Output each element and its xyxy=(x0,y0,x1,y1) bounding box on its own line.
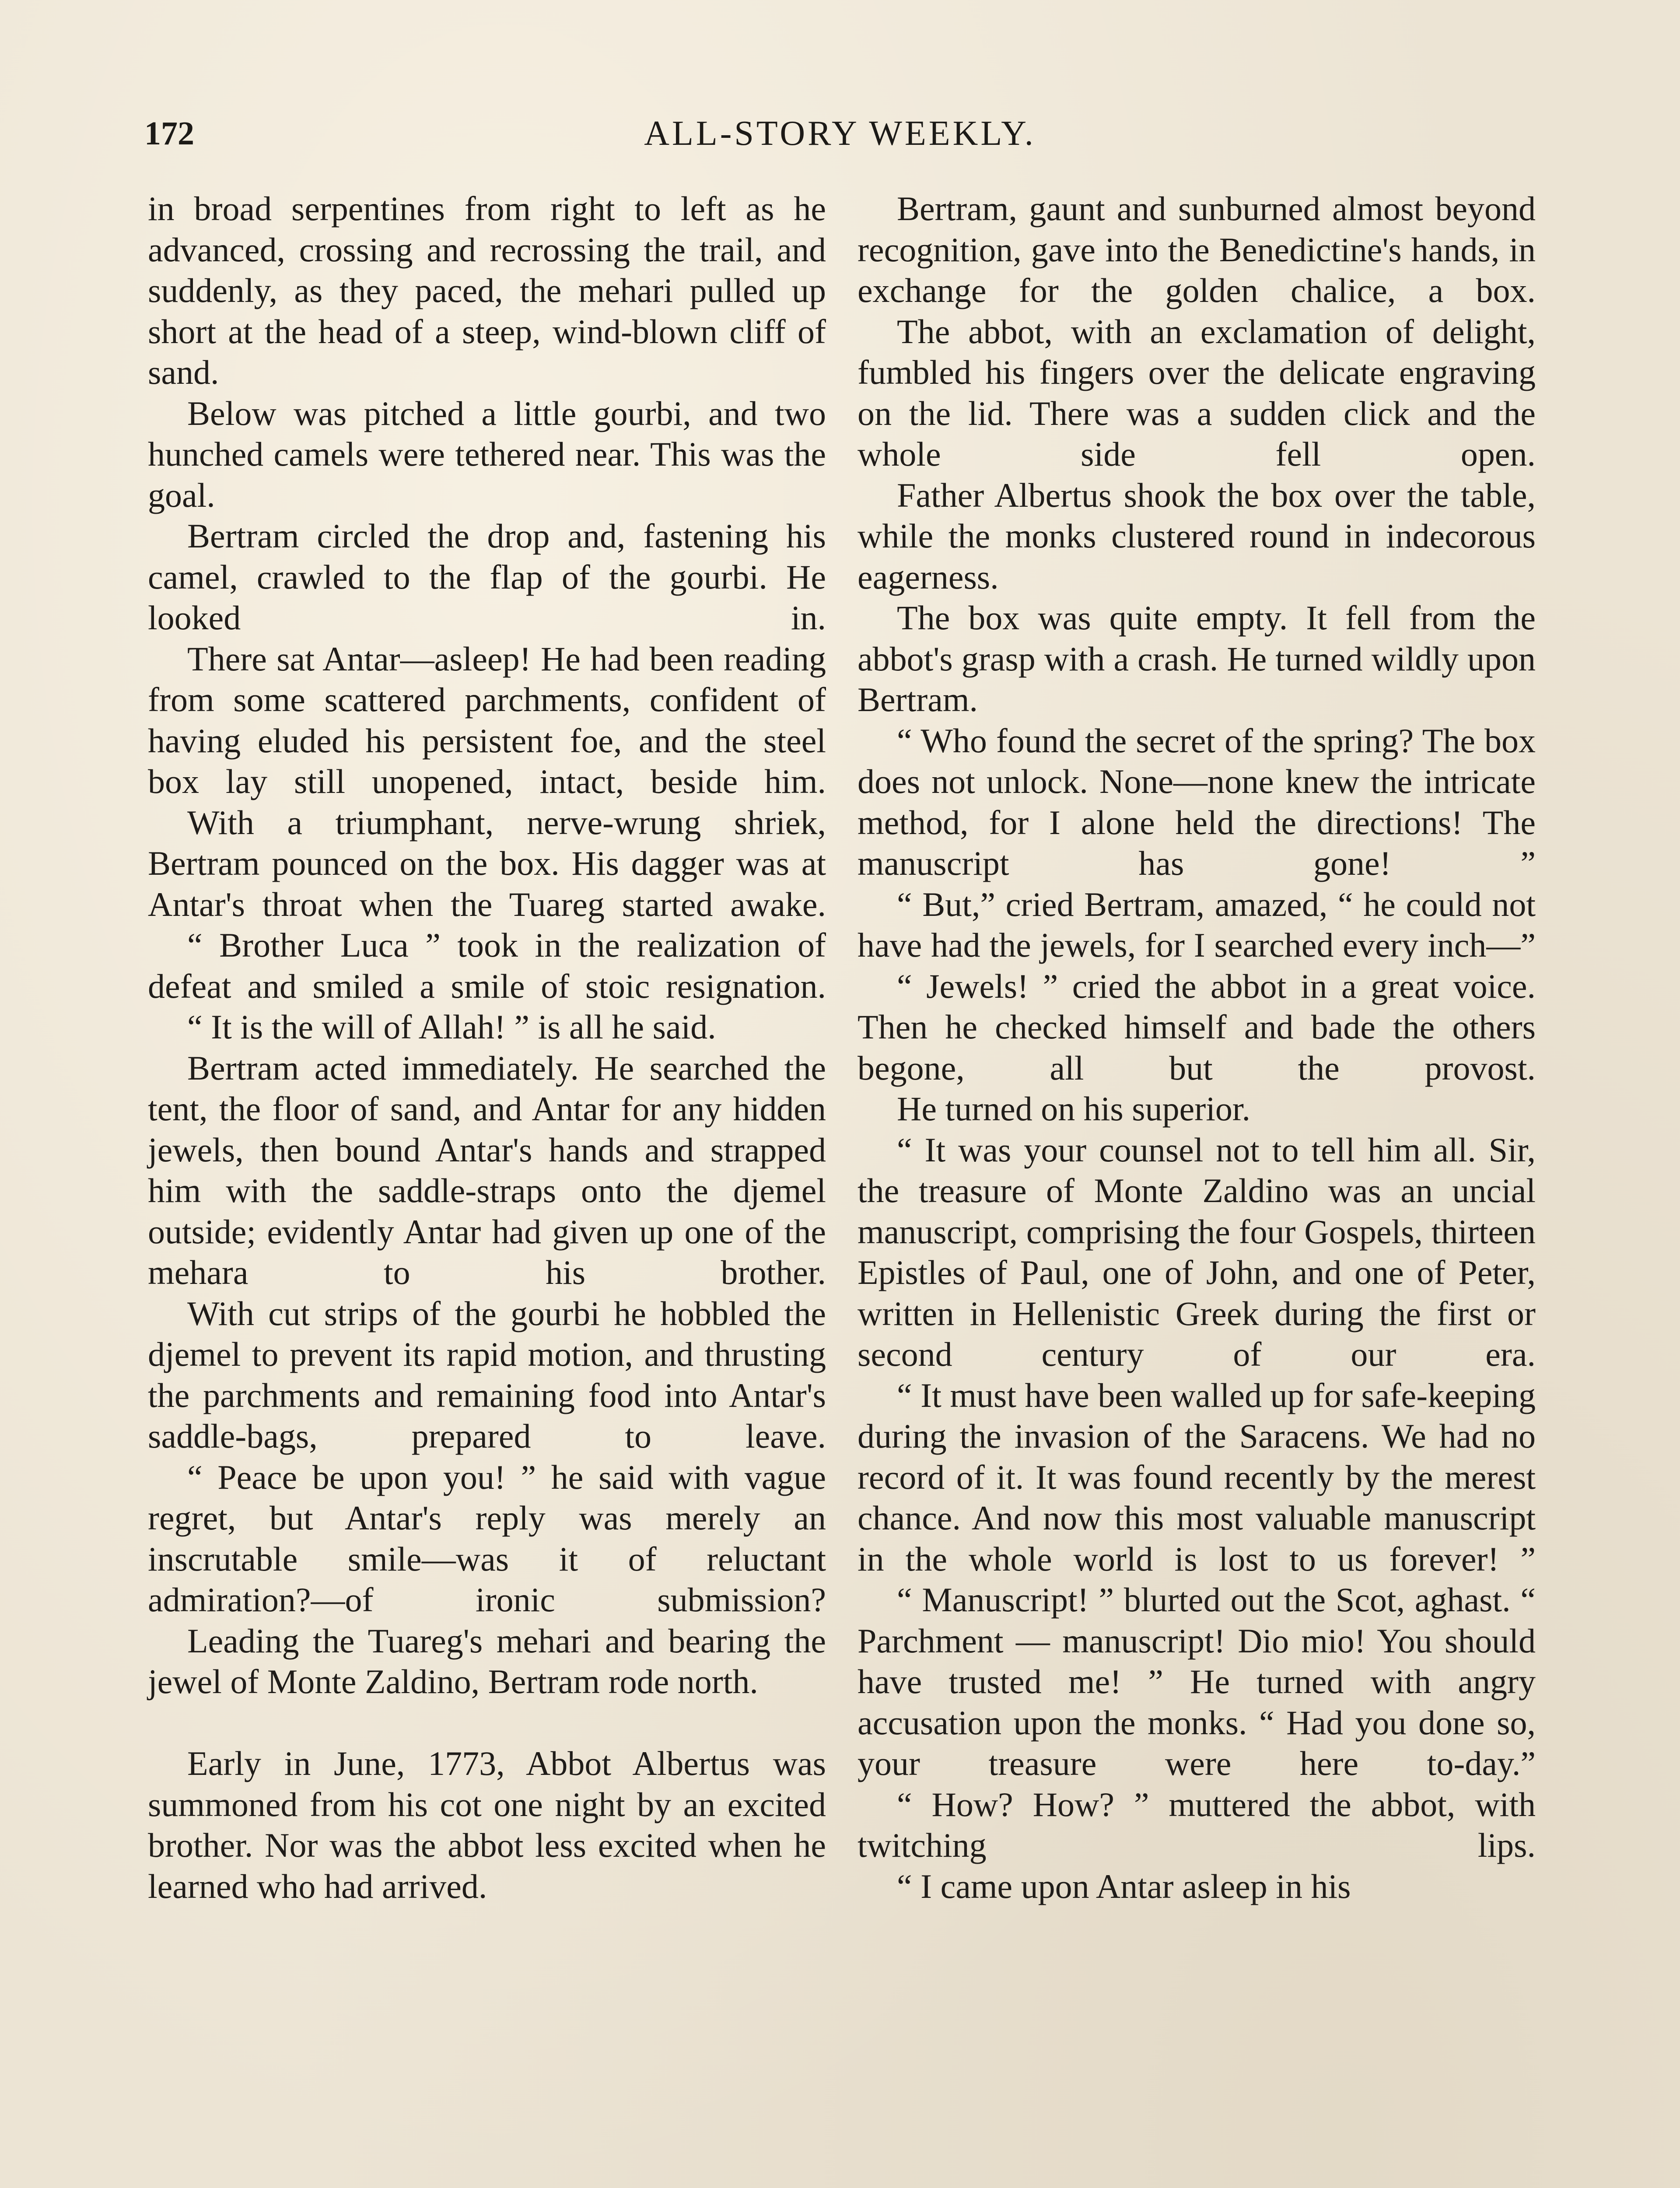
paragraph: With cut strips of the gourbi he hobbled the djemel to prevent its rapid motion, and thrusting the parchments and remaining food into Antar's saddle-bags, prepared to leave. xyxy=(148,1294,826,1455)
paragraph: He turned on his superior. xyxy=(897,1090,1251,1128)
paragraph: Bertram acted immediately. He searched the tent, the floor of sand, and Antar for any hidden jewels, then bound Antar's hands and strapped him with the saddle-straps onto the djemel outside; evidently Antar had given up one of the mehara to his brother. xyxy=(148,1048,826,1291)
paragraph: With a triumphant, nerve-wrung shriek, Bertram pounced on the box. His dagger was at Antar's throat when the Tuareg started awake. xyxy=(148,803,826,923)
page-number: 172 xyxy=(144,115,194,152)
paragraph: “ It must have been walled up for safe-keeping during the invasion of the Saracens. We had no record of it. It was found recently by the merest chance. And now this most valuable manuscript in the whole world is lost to us forever! ” xyxy=(858,1376,1536,1578)
paragraph: There sat Antar—asleep! He had been reading from some scattered parchments, confident of having eluded his persistent foe, and the steel box lay still unopened, intact, beside him. xyxy=(148,639,826,800)
paragraph: “ Brother Luca ” took in the realization of defeat and smiled a smile of stoic resignation. xyxy=(148,926,826,1005)
paragraph: “ But,” cried Bertram, amazed, “ he could not have had the jewels, for I searched every inch—” xyxy=(858,885,1536,964)
page-header xyxy=(144,112,1536,160)
paragraph: Bertram, gaunt and sunburned almost beyond recognition, gave into the Benedictine's hands, in exchange for the golden chalice, a box. xyxy=(858,189,1536,309)
paragraph: Early in June, 1773, Abbot Albertus was summoned from his cot one night by an excited brother. Nor was the abbot less excited when he learned who had arrived. xyxy=(148,1744,826,1905)
paragraph: Leading the Tuareg's mehari and bearing the jewel of Monte Zaldino, Bertram rode north. xyxy=(148,1621,826,1701)
paragraph: “ Manuscript! ” blurted out the Scot, aghast. “ Parchment — manuscript! Dio mio! You should have trusted me! ” He turned with angry accusation upon the monks. “ Had you done so, your treasure were here to-day.” xyxy=(858,1581,1536,1782)
paragraph: “ How? How? ” muttered the abbot, with twitching lips. xyxy=(858,1785,1536,1864)
paragraph: The box was quite empty. It fell from the abbot's grasp with a crash. He turned wildly upon Bertram. xyxy=(858,599,1536,719)
running-title: ALL-STORY WEEKLY. xyxy=(644,114,1036,153)
paragraph: Bertram circled the drop and, fastening his camel, crawled to the flap of the gourbi. He looked in. xyxy=(148,517,826,637)
left-column xyxy=(148,188,826,1907)
paragraph: Father Albertus shook the box over the table, while the monks clustered round in indecorous eagerness. xyxy=(858,476,1536,596)
paragraph: “ Who found the secret of the spring? The box does not unlock. None—none knew the intricate method, for I alone held the directions! The manuscript has gone! ” xyxy=(858,721,1536,882)
paragraph: “ It is the will of Allah! ” is all he said. xyxy=(187,1008,716,1046)
paragraph: The abbot, with an exclamation of delight, fumbled his fingers over the delicate engraving on the lid. There was a sudden click and the whole side fell open. xyxy=(858,312,1536,473)
paragraph: “ Peace be upon you! ” he said with vague regret, but Antar's reply was merely an inscrutable smile—was it of reluctant admiration?—of ironic submission? xyxy=(148,1458,826,1619)
paragraph: in broad serpentines from right to left as he advanced, crossing and recrossing the trail, and suddenly, as they paced, the mehari pulled up short at the head of a steep, wind-blown cliff of sand. xyxy=(148,189,826,391)
paragraph: “ It was your counsel not to tell him all. Sir, the treasure of Monte Zaldino was an uncial manuscript, comprising the four Gospels, thirteen Epistles of Paul, one of John, and one of Peter, written in Hellenistic Greek during the first or second century of our era. xyxy=(858,1130,1536,1373)
paragraph: “ Jewels! ” cried the abbot in a great voice. Then he checked himself and bade the others begone, all but the provost. xyxy=(858,967,1536,1087)
right-column xyxy=(858,188,1536,1907)
paragraph: “ I came upon Antar asleep in his xyxy=(897,1867,1351,1905)
paragraph: Below was pitched a little gourbi, and two hunched camels were tethered near. This was the goal. xyxy=(148,394,826,514)
